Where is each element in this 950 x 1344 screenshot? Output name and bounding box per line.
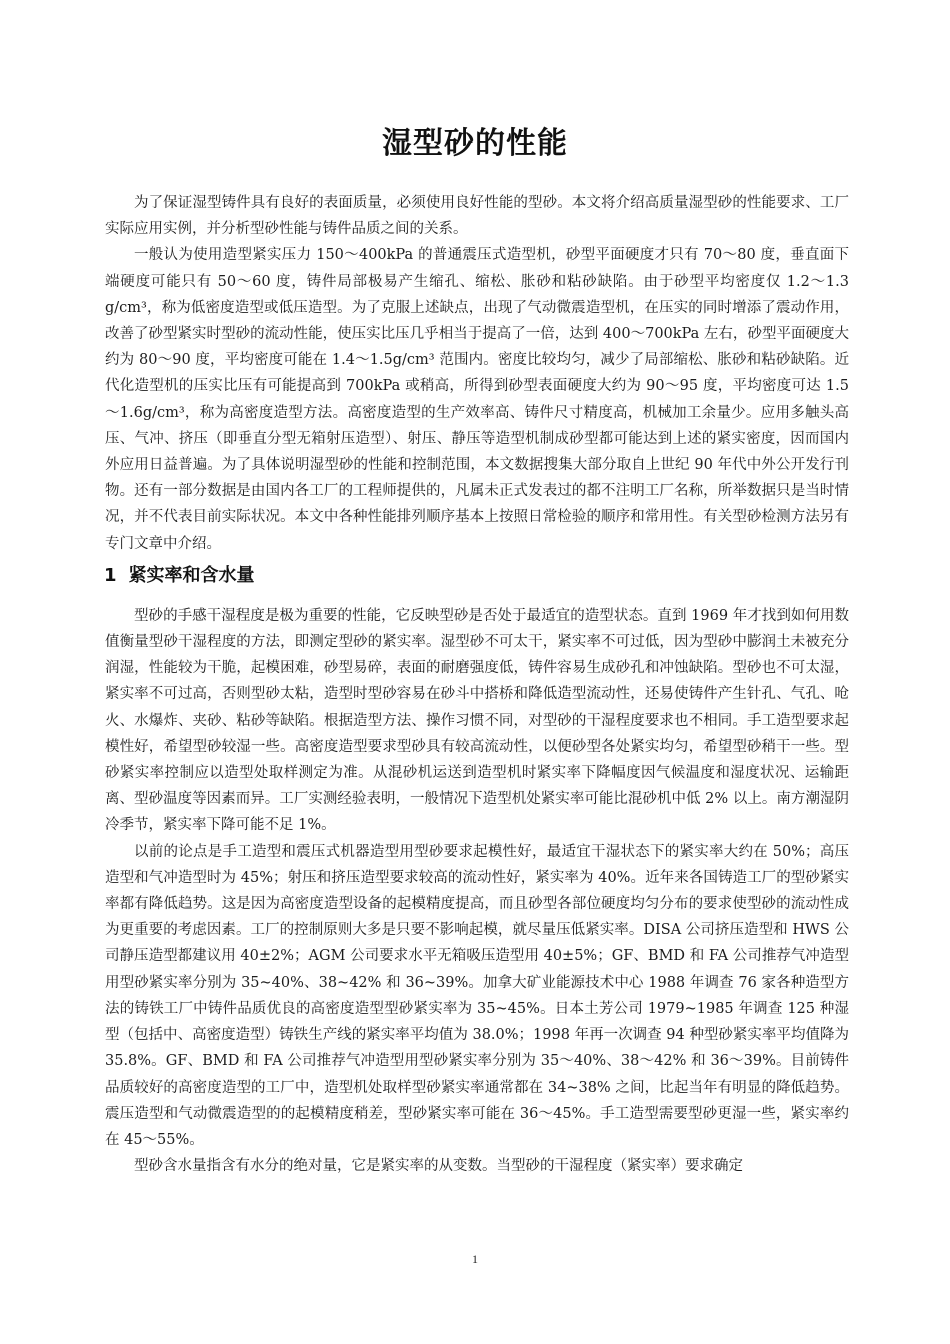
- document-body: [105, 190, 849, 1179]
- section-title: 紧实率和含水量: [128, 564, 255, 586]
- section-paragraph-3: 型砂含水量指含有水分的绝对量，它是紧实率的从变数。当型砂的干湿程度（紧实率）要求确定: [134, 1158, 743, 1175]
- section-number: 1: [104, 564, 117, 586]
- section-paragraph-2: 以前的论点是手工造型和震压式机器造型用型砂要求起模性好，最适宜干湿状态下的紧实率大约在 50%；高压造型和气冲造型时为 45%；射压和挤压造型要求较高的流动性好，紧实率为 40%。近年来各国铸造工厂的型砂紧实率都有降低趋势。这是因为高密度造型设备的起模精度提高，而且砂型各部位硬度均匀分布的要求使型砂的流动性成为更重要的考虑因素。工厂的控制原则大多是只要不影响起模，就尽量压低紧实率。DISA 公司挤压造型和 HWS 公司静压造型都建议用 40±2%；AGM 公司要求水平无箱吸压造型用 40±5%；GF、BMD 和 FA 公司推荐气冲造型用型砂紧实率分别为 35~40%、38~42% 和 36~39%。加拿大矿业能源技术中心 1988 年调查 76 家各种造型方法的铸铁工厂中铸件品质优良的高密度造型型砂紧实率为 35~45%。日本土芳公司 1979~1985 年调查 125 种湿型（包括中、高密度造型）铸铁生产线的紧实率平均值为 38.0%；1998 年再一次调查 94 种型砂紧实率平均值降为 35.8%。GF、BMD 和 FA 公司推荐气冲造型用型砂紧实率分别为 35～40%、38～42% 和 36～39%。目前铸件品质较好的高密度造型的工厂中，造型机处取样型砂紧实率通常都在 34~38% 之间，比起当年有明显的降低趋势。震压造型和气动微震造型的的起模精度稍差，型砂紧实率可能在 36～45%。手工造型需要型砂更湿一些，紧实率约在 45～55%。: [105, 843, 849, 1148]
- document-title: 湿型砂的性能: [382, 126, 568, 162]
- section-heading: [104, 561, 849, 591]
- intro-paragraph-2: 一般认为使用造型紧实压力 150～400kPa 的普通震压式造型机，砂型平面硬度才只有 70～80 度，垂直面下端硬度可能只有 50～60 度，铸件局部极易产生缩孔、缩松、胀砂和粘砂缺陷。由于砂型平均密度仅 1.2～1.3 g/cm³，称为低密度造型或低压造型。为了克服上述缺点，出现了气动微震造型机，在压实的同时增添了震动作用，改善了砂型紧实时型砂的流动性能，使压实比压几乎相当于提高了一倍，达到 400～700kPa 左右，砂型平面硬度大约为 80～90 度，平均密度可能在 1.4～1.5g/cm³ 范围内。密度比较均匀，减少了局部缩松、胀砂和粘砂缺陷。近代化造型机的压实比压有可能提高到 700kPa 或稍高，所得到砂型表面硬度大约为 90～95 度，平均密度可达 1.5～1.6g/cm³，称为高密度造型方法。高密度造型的生产效率高、铸件尺寸精度高，机械加工余量少。应用多触头高压、气冲、挤压（即垂直分型无箱射压造型）、射压、静压等造型机制成砂型都可能达到上述的紧实密度，因而国内外应用日益普遍。为了具体说明湿型砂的性能和控制范围，本文数据搜集大部分取自上世纪 90 年代中外公开发行刊物。还有一部分数据是由国内各工厂的工程师提供的，凡属未正式发表过的都不注明工厂名称，所举数据只是当时情况，并不代表目前实际状况。本文中各种性能排列顺序基本上按照日常检验的顺序和常用性。有关型砂检测方法另有专门文章中介绍。: [105, 247, 849, 552]
- intro-paragraph-1: 为了保证湿型铸件具有良好的表面质量，必须使用良好性能的型砂。本文将介绍高质量湿型砂的性能要求、工厂实际应用实例，并分析型砂性能与铸件品质之间的关系。: [105, 195, 849, 238]
- section-paragraph-1: 型砂的手感干湿程度是极为重要的性能，它反映型砂是否处于最适宜的造型状态。直到 1969 年才找到如何用数值衡量型砂干湿程度的方法，即测定型砂的紧实率。湿型砂不可太干，紧实率不可过低，因为型砂中膨润土未被充分润湿，性能较为干脆，起模困难，砂型易碎，表面的耐磨强度低，铸件容易生成砂孔和冲蚀缺陷。型砂也不可太湿，紧实率不可过高，否则型砂太粘，造型时型砂容易在砂斗中搭桥和降低造型流动性，还易使铸件产生针孔、气孔、呛火、水爆炸、夹砂、粘砂等缺陷。根据造型方法、操作习惯不同，对型砂的干湿程度要求也不相同。手工造型要求起模性好，希望型砂较湿一些。高密度造型要求型砂具有较高流动性，以便砂型各处紧实均匀，希望型砂稍干一些。型砂紧实率控制应以造型处取样测定为准。从混砂机运送到造型机时紧实率下降幅度因气候温度和湿度状况、运输距离、型砂温度等因素而异。工厂实测经验表明，一般情况下造型机处紧实率可能比混砂机中低 2% 以上。南方潮湿阴冷季节，紧实率下降可能不足 1%。: [105, 607, 849, 834]
- page-number: 1: [472, 1252, 478, 1266]
